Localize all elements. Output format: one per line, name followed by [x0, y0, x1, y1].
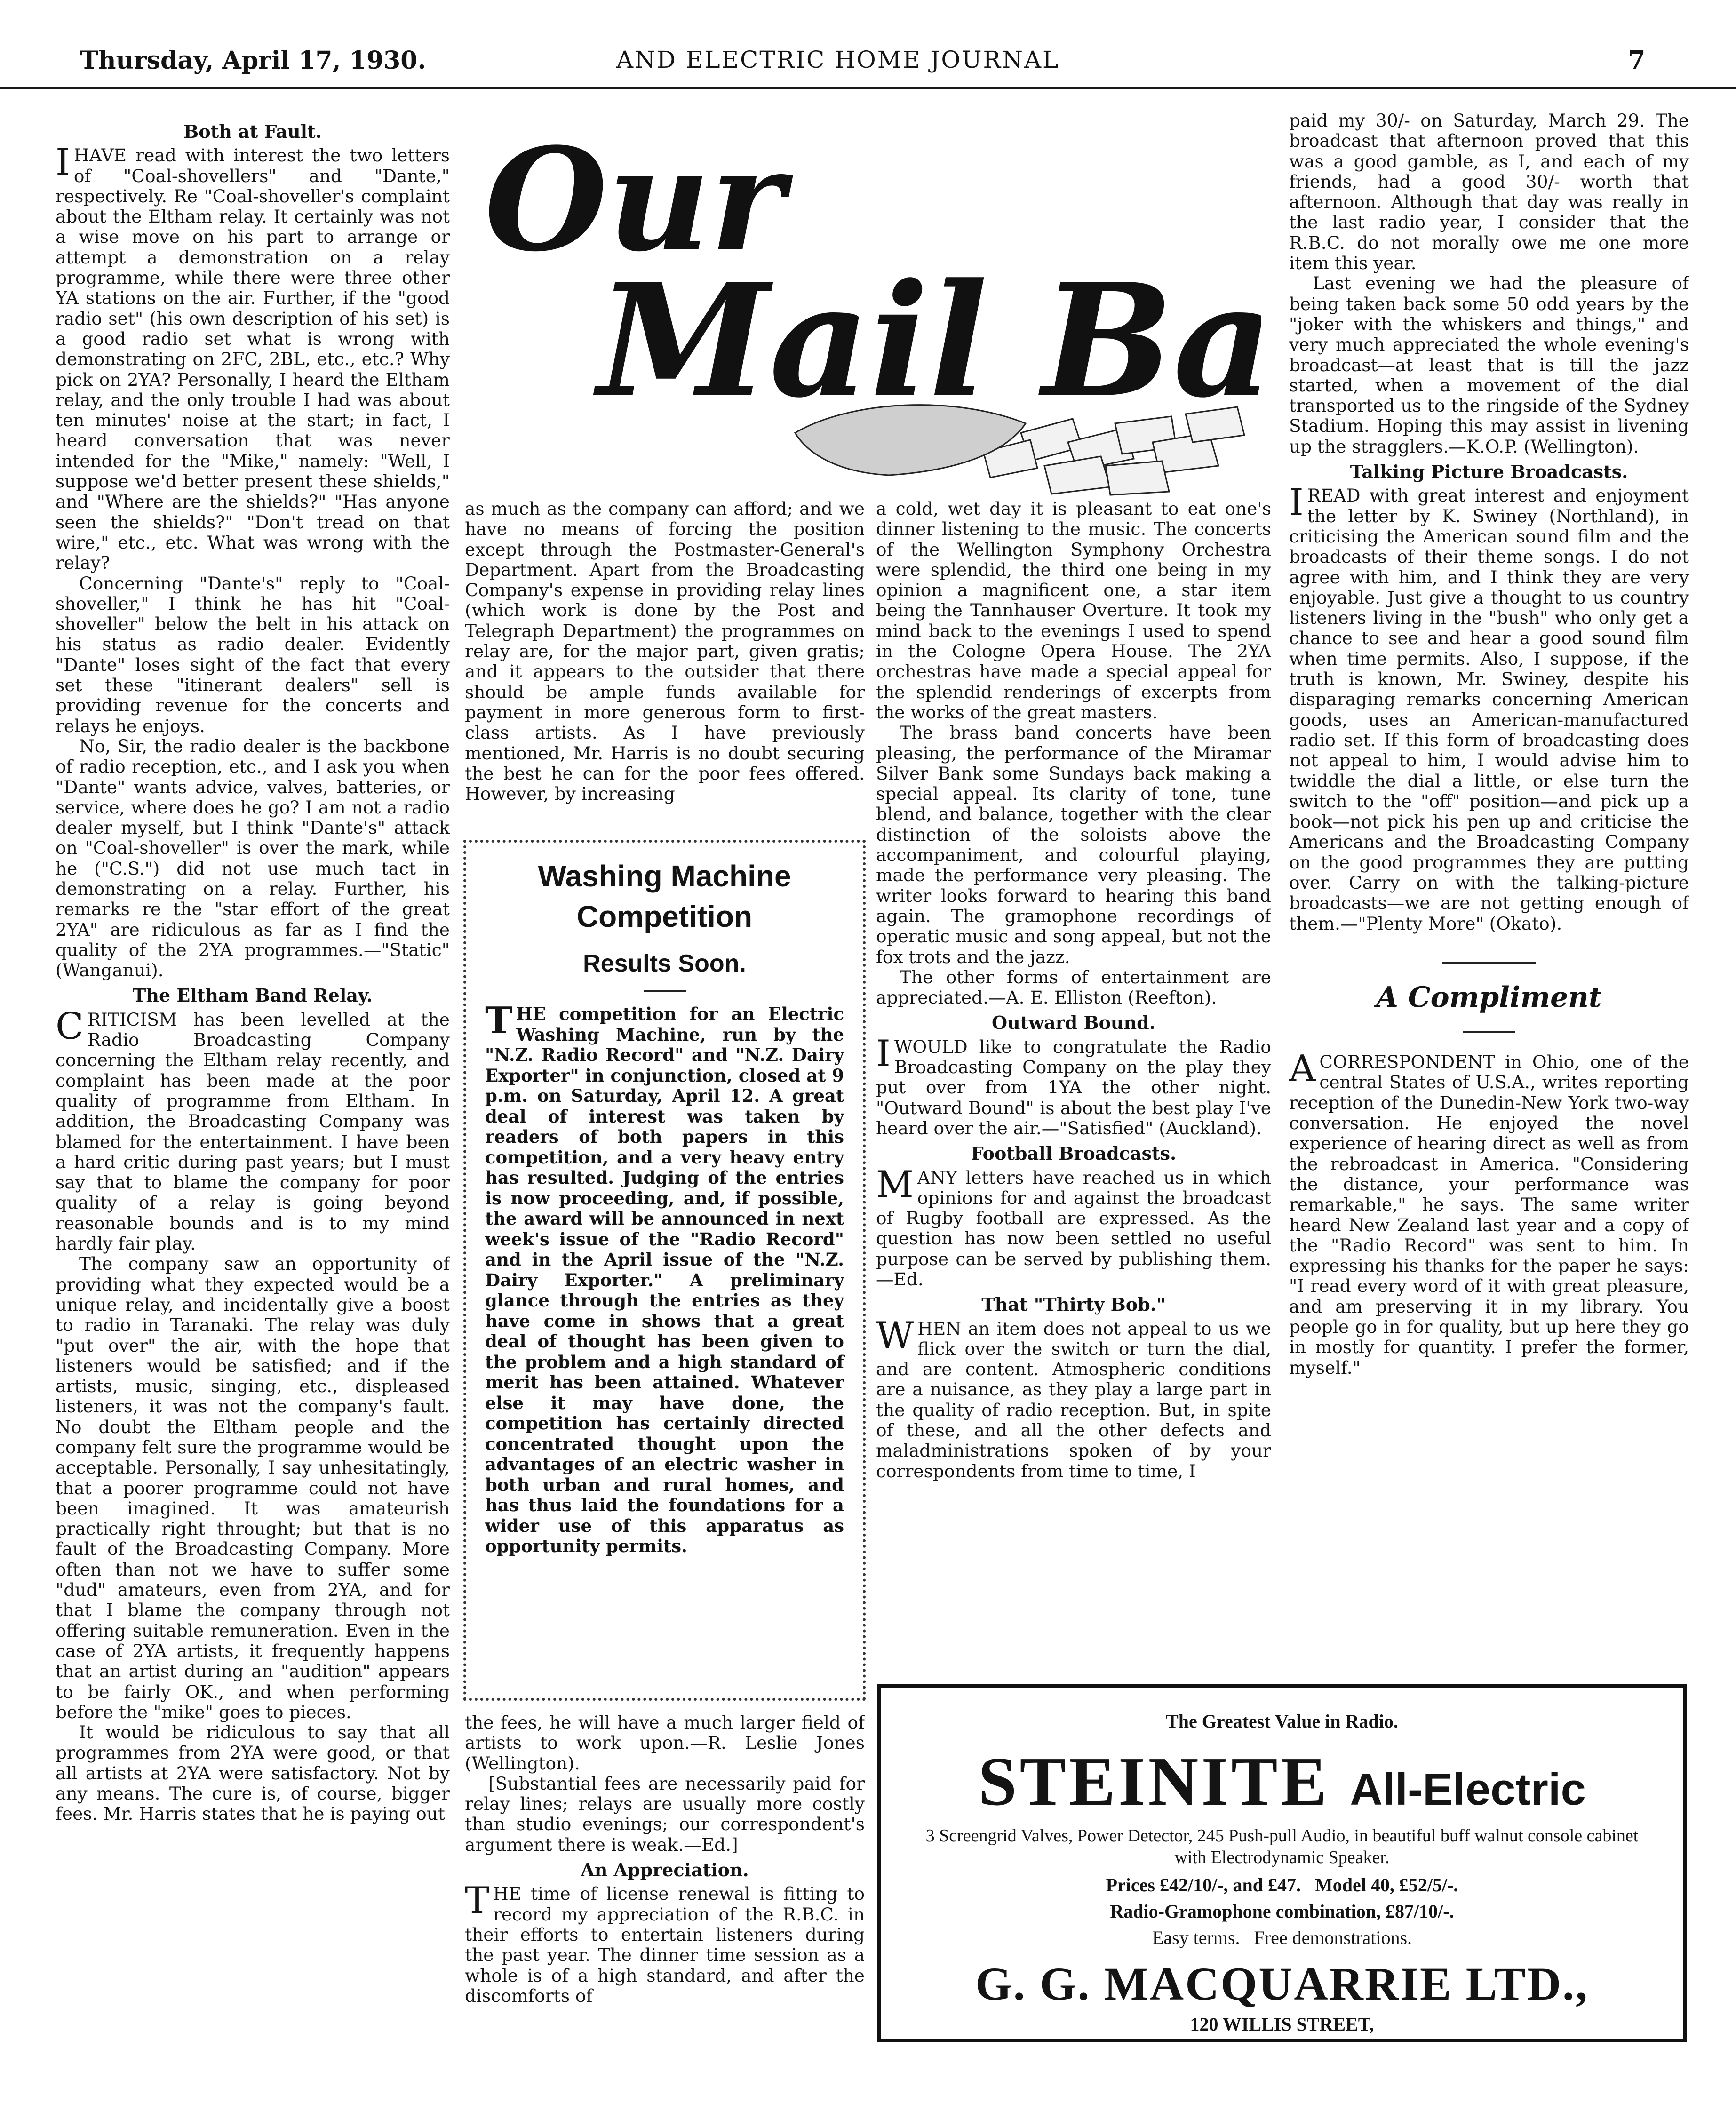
letter-paragraph: IWOULD like to congratulate the Radio Broadcasting Company on the play they put over from 1YA the other night. "Outward Bound" is about the best play I've heard over the air.—"Satisfied" (Auckland).	[876, 1032, 1271, 1139]
letter-paragraph: the fees, he will have a much larger field of artists to work upon.—R. Leslie Jones (Wellington).	[465, 1713, 865, 1774]
notice-subtitle: Results Soon.	[583, 950, 746, 977]
ad-brand-name: STEINITE	[978, 1743, 1330, 1820]
letter-paragraph: The brass band concerts have been pleasing, the performance of the Miramar Silver Bank some Sundays back making a special appeal. Its clarity of tone, tune blend, and balance, together with the clear distinction of the soloists above the accompaniment, and colourful playing, made the performance very pleasing. The writer looks forward to hearing this band again. The gramophone recordings of operatic music and song appeal, but not the fox trots and the jazz.	[876, 722, 1271, 967]
notice-title-line1: Washing Machine	[538, 859, 791, 893]
column-4	[1289, 111, 1689, 1675]
letter-paragraph: IREAD with great interest and enjoyment the letter by K. Swiney (Northland), in criticising the American sound film and the broadcasts of their theme songs. I do not agree with him, and I think they are very enjoyable. Just give a thought to us country listeners living in the "bush" who only get a chance to see and hear a good sound film when time permits. Also, I suppose, if the truth is known, Mr. Swiney, despite his disparaging remarks concerning American goods, uses an American-manufactured radio set. If this form of broadcasting does not appeal to him, I would advise him to twiddle the dial a little, or else turn the switch to the "off" position—and pick up a book—not pick his pen up and criticise the Americans and the Broadcasting Company on the good programmes they are putting over. Carry on with the talking-picture broadcasts—we are not getting enough of them.—"Plenty More" (Okato).	[1289, 481, 1689, 934]
divider	[1442, 962, 1536, 964]
washing-machine-notice	[463, 840, 866, 1701]
ad-combo: Radio-Gramophone combination, £87/10/-.	[1110, 1901, 1454, 1922]
letter-paragraph: Concerning "Dante's" reply to "Coal-shoveller," I think he has hit "Coal-shoveller" below the belt in his attack on his status as radio dealer. Evidently "Dante" loses sight of the fact that every set these "itinerant dealers" sell is providing revenue for the concerts and relays he enjoys.	[56, 573, 450, 736]
letter-paragraph: a cold, wet day it is pleasant to eat one's dinner listening to the music. The concerts of the Wellington Symphony Orchestra were splendid, the third one being in my opinion a magnificent one, a star item being the Tannhauser Overture. It took my mind back to the evenings I used to spend in the Cologne Opera House. The 2YA orchestras have made a special appeal for the splendid renderings of excerpts from the works of the great masters.	[876, 499, 1271, 723]
notice-title-line2: Competition	[576, 900, 753, 933]
drop-cap: I	[1289, 481, 1304, 524]
divider	[1463, 1031, 1515, 1033]
letter-paragraph: THE time of license renewal is fitting to record my appreciation of the R.B.C. in their efforts to entertain listeners during the past year. The dinner time session as a whole is of a high standard, and after the discomforts of	[465, 1880, 865, 2006]
letter-title: Talking Picture Broadcasts.	[1350, 461, 1628, 483]
column-2-bottom	[465, 1713, 865, 2070]
letter-paragraph: IHAVE read with interest the two letters of "Coal-shovellers" and "Dante," respectively. Re "Coal-shoveller's complaint about the Eltham relay. It certainly was not a wise move on his part to arrange or attempt a demonstration on a relay programme, while there were three other YA stations on the air. Further, if the "good radio set" (his own description of his set) is a good radio set what is wrong with demonstrating on 2FC, 2BL, etc., etc.? Why pick on 2YA? Personally, I heard the Eltham relay, and the only trouble I had was about ten minutes' noise at the start; in fact, I heard conversation that was never intended for the "Mike," namely: "Well, I suppose we'd better present these shields," and "Where are the shields?" "Has anyone seen the shields?" "Don't tread on that wire," etc., etc. What was wrong with the relay?	[56, 141, 450, 574]
ad-company: G. G. MACQUARRIE LTD.,	[975, 1958, 1589, 2010]
ad-brand-suffix: All-Electric	[1350, 1764, 1586, 1815]
letter-title: An Appreciation.	[581, 1859, 749, 1881]
ad-description: 3 Screengrid Valves, Power Detector, 245 Push-pull Audio, in beautiful buff walnut console cabinet with Electrodynamic Speaker.	[925, 1826, 1639, 1867]
steinite-advertisement	[877, 1684, 1687, 2042]
editor-note: [Substantial fees are necessarily paid for relay lines; relays are usually more costly than studio evenings; our correspondent's argument there is weak.—Ed.]	[465, 1773, 865, 1855]
drop-cap: A	[1289, 1048, 1316, 1091]
letter-paragraph: The other forms of entertainment are appreciated.—A. E. Elliston (Reefton).	[876, 966, 1271, 1008]
letter-paragraph: CRITICISM has been levelled at the Radio Broadcasting Company concerning the Eltham relay recently, and complaint has been made at the poor quality of programme from Eltham. In addition, the Broadcasting Company was blamed for the entertainment. I have been a hard critic during past years; but I must say that to blame the company for poor quality of a relay is going beyond reasonable bounds and is to my mind hardly fair play.	[56, 1005, 450, 1254]
ad-tagline: The Greatest Value in Radio.	[1166, 1711, 1398, 1732]
letter-paragraph: ACORRESPONDENT in Ohio, one of the central States of U.S.A., writes reporting reception of the Dunedin-New York two-way conversation. He enjoyed the novel experience of hearing direct as well as from the rebroadcast in America. "Considering the distance, your performance was remarkable," he says. The same writer heard New Zealand last year and a copy of the "Radio Record" was sent to him. In expressing his thanks for the paper he says: "I read every word of it with great pleasure, and am preserving it in my library. You people go in for quality, but up here they go in mostly for quantity. I prefer the former, myself."	[1289, 1048, 1689, 1378]
masthead-title-text	[466, 94, 469, 95]
ad-address: 120 WILLIS STREET,	[1190, 2014, 1374, 2035]
page-number: 7	[1628, 45, 1646, 75]
letter-paragraph: paid my 30/- on Saturday, March 29. The broadcast that afternoon proved that this was a good gamble, as I, and each of my friends, had a good 30/- worth that afternoon. Although that day was really in the last radio year, I consider that the R.B.C. do not morally owe me one more item this year.	[1289, 111, 1689, 274]
letter-paragraph: WHEN an item does not appeal to us we flick over the switch or turn the dial, and are content. Atmospheric conditions are a nuisance, as they play a large part in the quality of radio reception. But, in spite of these, and all the other defects and maladministrations spoken of by your correspondents from time to time, I	[876, 1314, 1271, 1482]
column-2-top	[465, 499, 865, 828]
journal-title: AND ELECTRIC HOME JOURNAL	[616, 46, 1060, 73]
ad-prices: Prices £42/10/-, and £47. Model 40, £52/5/-.	[1106, 1874, 1458, 1896]
letter-paragraph: Last evening we had the pleasure of being taken back some 50 odd years by the "joker with the whiskers and things," and very much appreciated the whole evening's broadcast—at least that is till the jazz started, when a movement of the dial transported us to the ringside of the Sydney Stadium. Hoping this may assist in livening up the stragglers.—K.O.P. (Wellington).	[1289, 273, 1689, 457]
drop-cap: M	[876, 1163, 914, 1206]
ad-terms: Easy terms. Free demonstrations.	[1152, 1927, 1412, 1948]
letter-paragraph: It would be ridiculous to say that all programmes from 2YA were good, or that all artists at 2YA were satisfactory. Not by any means. The cure is, of course, bigger fees. Mr. Harris states that he is paying out	[56, 1722, 450, 1824]
drop-cap: I	[56, 141, 70, 184]
drop-cap: C	[56, 1005, 84, 1048]
column-1	[56, 117, 450, 2064]
letter-title: The Eltham Band Relay.	[133, 985, 373, 1006]
letter-paragraph: The company saw an opportunity of providing what they expected would be a unique relay, and incidentally give a boost to radio in Taranaki. The relay was duly "put over" the air, with the hope that listeners would be satisfied; and if the artists, music, singing, etc., displeased listeners, it was not the company's fault. No doubt the Eltham people and the company felt sure the programme would be acceptable. Personally, I say unhesitatingly, that a poorer programme could not have been imagined. It was amateurish practically right throught; but that is no fault of the Broadcasting Company. More often than not we have to suffer some "dud" amateurs, even from 2YA, and for that I blame the company through not offering suitable remuneration. Even in the case of 2YA artists, it frequently happens that an artist during an "audition" appears to be fairly OK., and when performing before the "mike" goes to pieces.	[56, 1253, 450, 1722]
issue-date: Thursday, April 17, 1930.	[80, 46, 426, 75]
compliment-title: A Compliment	[1376, 980, 1602, 1014]
continued-paragraph: as much as the company can afford; and we have no means of forcing the position except through the Postmaster-General's Department. Apart from the Broadcasting Company's expense in providing relay lines (which work is done by the Post and Telegraph Department) the programmes on relay are, for the major part, given gratis; and it appears to the outsider that there should be ample funds available for payment in more generous form to first-class artists. As I have previously mentioned, Mr. Harris is no doubt securing the best he can for the poor fees offered. However, by increasing	[465, 499, 865, 805]
column-3	[876, 499, 1271, 1675]
letter-title: That "Thirty Bob."	[981, 1294, 1166, 1315]
letter-title: Outward Bound.	[992, 1012, 1155, 1034]
letter-paragraph: No, Sir, the radio dealer is the backbone of radio reception, etc., and I ask you when "Dante" wants advice, valves, batteries, or service, where does he go? I am not a radio dealer myself, but I think "Dante's" attack on "Coal-shoveller" is over the mark, while he ("C.S.") did not use much tact in demonstrating on a relay. Further, his remarks re the "star effort of the great 2YA" are ridiculous as far as I find the quality of the 2YA programmes.—"Static" (Wanganui).	[56, 735, 450, 981]
drop-cap: W	[876, 1314, 914, 1357]
mail-bag-masthead	[466, 94, 1261, 499]
running-header	[0, 0, 1736, 89]
letter-title: Football Broadcasts.	[971, 1143, 1177, 1164]
mail-bag-illustration	[466, 94, 1261, 499]
masthead-title-our: Our	[485, 117, 785, 283]
notice-body: THE competition for an Electric Washing Machine, run by the "N.Z. Radio Record" and "N.Z. Dairy Exporter" in conjunction, closed at 9 p.m. on Saturday, April 12. A great deal of interest was taken by readers of both papers in this competition, and a very heavy entry has resulted. Judging of the entries is now proceeding, and, if possible, the award will be announced in next week's issue of the "Radio Record" and in the April issue of the "N.Z. Dairy Exporter." A preliminary glance through the entries as they have come in shows that a great deal of thought has been given to the problem and a high standard of merit has been attained. Whatever else it may have done, the competition has certainly directed concentrated thought upon the advantages of an electric washer in both urban and rural homes, and has thus laid the foundations for a wider use of this apparatus as opportunity permits.	[485, 999, 844, 1556]
letter-paragraph: MANY letters have reached us in which opinions for and against the broadcast of Rugby football are expressed. As the question has now been settled no useful purpose can be served by publishing them.—Ed.	[876, 1163, 1271, 1290]
drop-cap: T	[465, 1880, 490, 1922]
masthead-title-mailbag: Mail B	[597, 249, 1173, 432]
ad-brand	[881, 1744, 1683, 1827]
letter-title: Both at Fault.	[183, 121, 322, 142]
drop-cap: I	[876, 1032, 891, 1075]
divider	[644, 990, 686, 992]
drop-cap: T	[485, 999, 513, 1042]
